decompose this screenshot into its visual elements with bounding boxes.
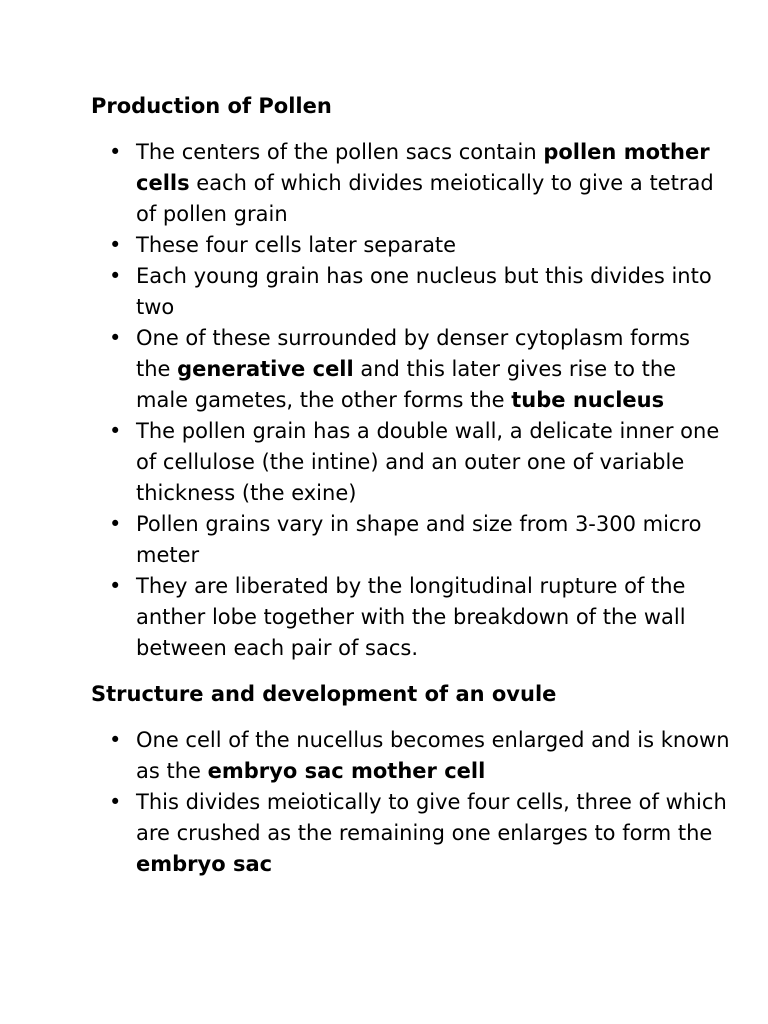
bullet-icon: • bbox=[109, 326, 122, 350]
list-item: • The pollen grain has a double wall, a delicate inner one of cellulose (the intine) and an outer one of variable thickness (the exine) bbox=[91, 416, 731, 509]
section-heading-ovule: Structure and development of an ovule bbox=[91, 682, 557, 706]
list-item: • Each young grain has one nucleus but this divides into two bbox=[91, 261, 731, 323]
list-item: • One cell of the nucellus becomes enlarged and is known as the embryo sac mother cell bbox=[91, 725, 731, 787]
bullet-icon: • bbox=[109, 419, 122, 443]
document-page bbox=[91, 91, 731, 880]
bullet-icon: • bbox=[109, 233, 122, 257]
list-item: • One of these surrounded by denser cytoplasm forms the generative cell and this later gives rise to the male gametes, the other forms the tube nucleus bbox=[91, 323, 731, 416]
ovule-bullet-list bbox=[91, 725, 731, 880]
bullet-icon: • bbox=[109, 512, 122, 536]
bullet-icon: • bbox=[109, 574, 122, 598]
bullet-icon: • bbox=[109, 728, 122, 752]
list-item: • This divides meiotically to give four cells, three of which are crushed as the remaining one enlarges to form the embryo sac bbox=[91, 787, 731, 880]
list-item: • The centers of the pollen sacs contain pollen mother cells each of which divides meiotically to give a tetrad of pollen grain bbox=[91, 137, 731, 230]
list-item: • They are liberated by the longitudinal rupture of the anther lobe together with the breakdown of the wall between each pair of sacs. bbox=[91, 571, 731, 664]
bullet-icon: • bbox=[109, 790, 122, 814]
section-heading-pollen: Production of Pollen bbox=[91, 94, 332, 118]
bullet-icon: • bbox=[109, 140, 122, 164]
pollen-bullet-list bbox=[91, 137, 731, 664]
list-item: • These four cells later separate bbox=[91, 230, 731, 261]
list-item: • Pollen grains vary in shape and size from 3-300 micro meter bbox=[91, 509, 731, 571]
bullet-icon: • bbox=[109, 264, 122, 288]
